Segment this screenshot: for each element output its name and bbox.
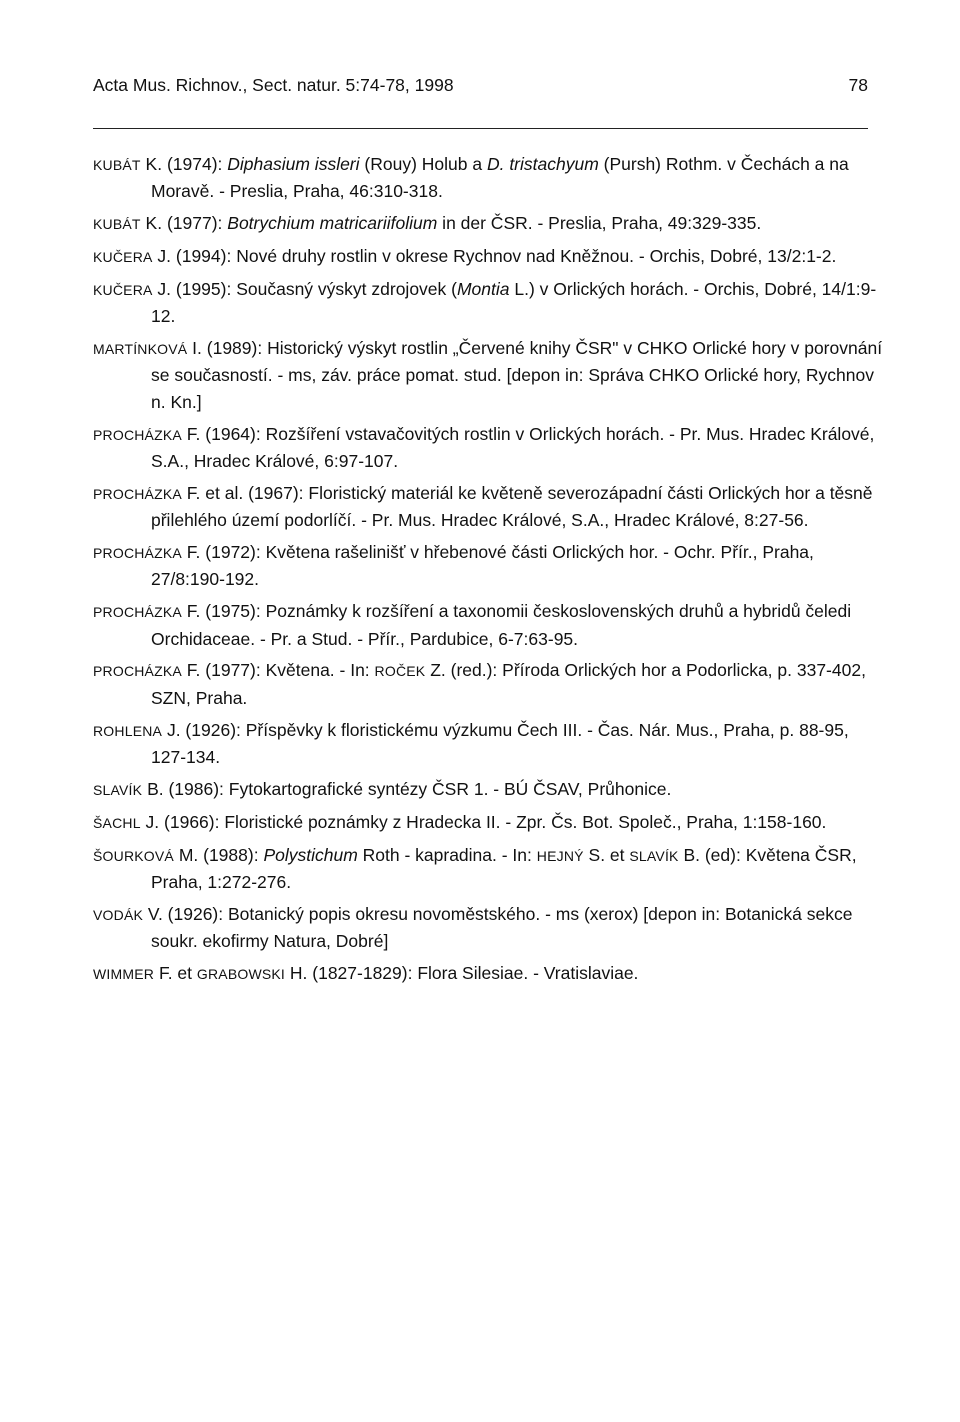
- reference-author: KUČERA: [93, 249, 153, 266]
- reference-list: [93, 151, 883, 993]
- editor-name: HEJNÝ: [536, 847, 584, 864]
- reference-author: PROCHÁZKA: [93, 545, 182, 562]
- reference-text: F. (1972): Květena rašelinišť v hřebenové části Orlických hor. - Ochr. Přír., Praha, 27/8:190-192.: [151, 542, 814, 590]
- taxon-name: Polystichum: [263, 844, 358, 865]
- reference-text: V. (1926): Botanický popis okresu novoměstského. - ms (xerox) [depon in: Botanická sekce soukr. ekofirmy Natura, Dobré]: [143, 903, 853, 952]
- page-number: 78: [848, 75, 868, 95]
- taxon-name: D. tristachyum: [486, 154, 599, 174]
- reference-entry: [93, 151, 883, 205]
- reference-text: H. (1827-1829): Flora Silesiae. - Vratislaviae.: [285, 962, 639, 983]
- reference-author: KUBÁT: [93, 157, 141, 173]
- reference-author: KUČERA: [93, 281, 153, 298]
- reference-entry: [93, 598, 883, 652]
- reference-text: (Pursh) Rothm. v Čechách a na Moravě. - Preslia, Praha, 46:310-318.: [151, 154, 849, 202]
- reference-text: K. (1977):: [140, 213, 228, 234]
- reference-author: ŠACHL: [93, 814, 141, 831]
- reference-author: ŠOURKOVÁ: [93, 847, 174, 864]
- reference-text: K. (1974):: [140, 154, 228, 174]
- reference-text: (Rouy) Holub a: [359, 154, 487, 174]
- reference-entry: [93, 480, 883, 534]
- taxon-name: Montia: [456, 278, 510, 299]
- reference-author: PROCHÁZKA: [93, 426, 182, 443]
- reference-entry: [93, 657, 883, 711]
- reference-entry: [93, 421, 883, 475]
- reference-author: PROCHÁZKA: [93, 485, 182, 502]
- reference-entry: [93, 960, 883, 987]
- reference-text: J. (1995): Současný výskyt zdrojovek (: [152, 278, 457, 299]
- reference-text: J. (1994): Nové druhy rostlin v okrese Rychnov nad Kněžnou. - Orchis, Dobré, 13/2:1-2.: [152, 246, 837, 267]
- reference-entry: [93, 276, 883, 330]
- reference-author: MARTÍNKOVÁ: [93, 341, 188, 358]
- reference-author: VODÁK: [93, 906, 144, 923]
- reference-text: F. et al. (1967): Floristický materiál ke květeně severozápadní části Orlických hor a těsně přilehlého území podorlíčí. - Pr. Mus. Hradec Králové, S.A., Hradec Králové, 8:27-56.: [151, 482, 873, 531]
- reference-text: F. (1964): Rozšíření vstavačovitých rostlin v Orlických horách. - Pr. Mus. Hradec Králové, S.A., Hradec Králové, 6:97-107.: [151, 423, 875, 471]
- reference-entry: [93, 243, 883, 270]
- reference-author: SLAVÍK: [93, 781, 143, 798]
- reference-text: B. (ed): Květena ČSR, Praha, 1:272-276.: [151, 844, 857, 892]
- reference-text: Z. (red.): Příroda Orlických hor a Podorlicka, p. 337-402, SZN, Praha.: [151, 660, 866, 708]
- editor-name: SLAVÍK: [629, 847, 679, 864]
- reference-text: M. (1988):: [173, 844, 264, 865]
- reference-text: S. et: [583, 844, 630, 865]
- reference-text: Roth - kapradina. - In:: [357, 844, 537, 865]
- reference-entry: [93, 335, 883, 415]
- journal-citation: Acta Mus. Richnov., Sect. natur. 5:74-78, 1998: [93, 75, 454, 95]
- editor-name: ROČEK: [374, 663, 426, 680]
- reference-text: F. (1977): Květena. - In:: [181, 660, 375, 681]
- reference-entry: [93, 842, 883, 896]
- reference-text: J. (1926): Příspěvky k floristickému výzkumu Čech III. - Čas. Nár. Mus., Praha, p. 88-95, 127-134.: [151, 719, 849, 767]
- reference-text: F. et: [154, 962, 197, 983]
- reference-author: WIMMER: [93, 965, 155, 982]
- header-rule: [93, 128, 868, 129]
- reference-text: F. (1975): Poznámky k rozšíření a taxonomii československých druhů a hybridů čeledi Orchidaceae. - Pr. a Stud. - Přír., Pardubice, 6-7:63-95.: [151, 601, 852, 649]
- reference-text: in der ČSR. - Preslia, Praha, 49:329-335.: [437, 213, 762, 234]
- reference-text: B. (1986): Fytokartografické syntézy ČSR 1. - BÚ ČSAV, Průhonice.: [142, 778, 672, 799]
- reference-entry: [93, 776, 883, 803]
- reference-entry: [93, 901, 883, 955]
- reference-author: PROCHÁZKA: [93, 663, 182, 680]
- taxon-name: Botrychium matricariifolium: [227, 213, 438, 234]
- reference-author: KUBÁT: [93, 216, 141, 233]
- reference-text: J. (1966): Floristické poznámky z Hradecka II. - Zpr. Čs. Bot. Společ., Praha, 1:158-160.: [140, 811, 827, 832]
- reference-entry: [93, 809, 883, 836]
- reference-entry: [93, 717, 883, 771]
- reference-author: ROHLENA: [93, 722, 163, 739]
- taxon-name: Diphasium issleri: [227, 154, 360, 174]
- reference-author: PROCHÁZKA: [93, 604, 182, 621]
- reference-entry: [93, 539, 883, 593]
- reference-coauthor: GRABOWSKI: [196, 965, 286, 982]
- reference-entry: [93, 210, 883, 237]
- reference-text: I. (1989): Historický výskyt rostlin „Červené knihy ČSR" v CHKO Orlické hory v porovnání se současností. - ms, záv. práce pomat. stud. [depon in: Správa CHKO Orlické hory, Rychnov n. Kn.]: [151, 338, 883, 412]
- reference-text: L.) v Orlických horách. - Orchis, Dobré, 14/1:9-12.: [151, 278, 877, 327]
